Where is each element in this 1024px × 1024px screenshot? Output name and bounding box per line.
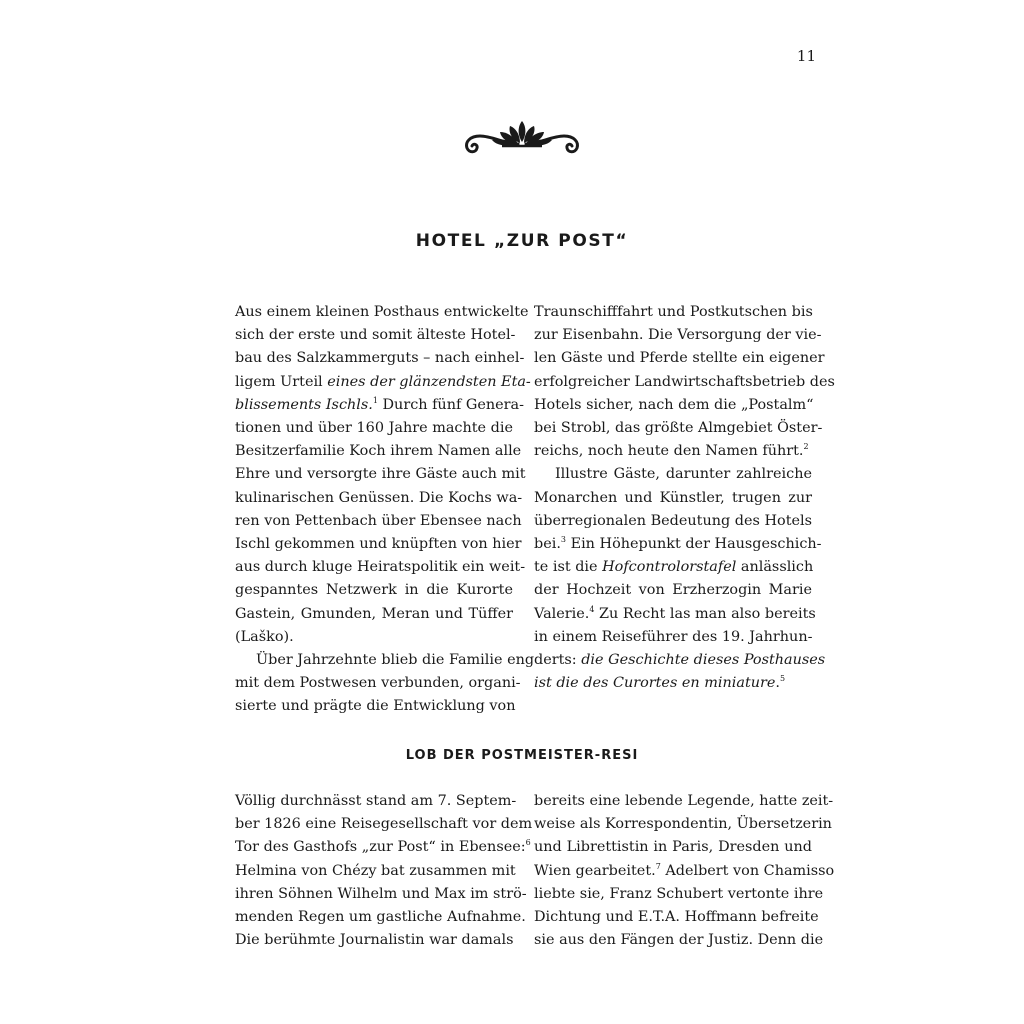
chapter-title: HOTEL „ZUR POST“ bbox=[415, 231, 629, 251]
text-segment: ligem Urteil bbox=[235, 373, 328, 390]
text-line bbox=[534, 533, 822, 556]
text-line: Traunschifffahrt und Postkutschen bis bbox=[534, 304, 813, 320]
text-line: bei Strobl, das größte Almgebiet Öster- bbox=[534, 420, 823, 437]
text-segment: te ist die bbox=[534, 559, 603, 576]
text-line: Besitzerfamilie Koch ihrem Namen alle bbox=[235, 443, 522, 460]
text-line: Helmina von Chézy bat zusammen mit bbox=[235, 862, 516, 879]
italic-quote: blissements Ischls. bbox=[235, 396, 373, 413]
text-line bbox=[534, 860, 835, 883]
section2-left-column bbox=[235, 790, 533, 952]
text-segment: Tor des Gasthofs „zur Post“ in Ebensee: bbox=[235, 839, 526, 856]
text-segment: reichs, noch heute den Namen führt. bbox=[534, 443, 804, 460]
text-line: sie aus den Fängen der Justiz. Denn die bbox=[534, 932, 824, 949]
text-line: Dichtung und E.T.A. Hoffmann befreite bbox=[534, 909, 819, 926]
text-segment: anlässlich bbox=[736, 559, 814, 576]
text-line bbox=[534, 649, 826, 672]
text-line: Die berühmte Journalistin war damals bbox=[235, 932, 514, 949]
text-segment: Valerie. bbox=[534, 605, 590, 622]
text-segment: Ein Höhepunkt der Hausgeschich- bbox=[566, 536, 822, 553]
footnote-marker: 7 bbox=[655, 861, 661, 871]
text-line: Illustre Gäste, darunter zahlreiche bbox=[555, 466, 812, 483]
text-line: kulinarischen Genüssen. Die Kochs wa- bbox=[235, 489, 523, 506]
text-line: liebte sie, Franz Schubert vertonte ihre bbox=[534, 885, 824, 902]
footnote-marker: 3 bbox=[560, 535, 566, 545]
italic-quote: ist die des Curortes en miniature bbox=[534, 675, 776, 692]
text-line: ihren Söhnen Wilhelm und Max im strö- bbox=[235, 885, 527, 902]
text-line: mit dem Postwesen verbunden, organi- bbox=[235, 675, 521, 692]
text-line: der Hochzeit von Erzherzogin Marie bbox=[534, 582, 812, 599]
text-line: aus durch kluge Heiratspolitik ein weit- bbox=[235, 559, 526, 576]
text-line bbox=[235, 836, 531, 859]
text-line: sierte und prägte die Entwicklung von bbox=[235, 698, 516, 715]
text-line bbox=[534, 603, 816, 626]
section2-right-column bbox=[534, 790, 835, 952]
text-line: tionen und über 160 Jahre machte die bbox=[235, 420, 513, 437]
footnote-marker: 5 bbox=[779, 674, 786, 684]
text-line: Völlig durchnässt stand am 7. Septem- bbox=[235, 793, 517, 809]
footnote-marker: 4 bbox=[589, 604, 595, 614]
text-line bbox=[534, 672, 812, 695]
text-line: zur Eisenbahn. Die Versorgung der vie- bbox=[534, 327, 822, 344]
footnote-marker: 6 bbox=[525, 838, 531, 848]
text-line: weise als Korrespondentin, Übersetzerin bbox=[534, 816, 832, 833]
italic-quote: die Geschichte dieses Posthauses bbox=[581, 652, 826, 669]
text-line: Monarchen und Künstler, trugen zur bbox=[534, 489, 812, 506]
text-segment: Wien gearbeitet. bbox=[534, 862, 656, 879]
text-line bbox=[534, 440, 812, 463]
text-line: Hotels sicher, nach dem die „Postalm“ bbox=[534, 396, 814, 413]
text-line: (Laško). bbox=[235, 628, 294, 645]
text-line: gespanntes Netzwerk in die Kurorte bbox=[235, 582, 513, 599]
text-line: Über Jahrzehnte blieb die Familie eng bbox=[256, 652, 535, 669]
section-subheading: LOB DER POSTMEISTER-RESI bbox=[405, 748, 639, 763]
page-number: 11 bbox=[796, 47, 816, 65]
decorative-flourish-icon bbox=[462, 118, 582, 158]
text-line: Aus einem kleinen Posthaus entwickelte bbox=[235, 304, 529, 320]
text-segment: . bbox=[775, 675, 780, 692]
text-line: ren von Pettenbach über Ebensee nach bbox=[235, 512, 522, 529]
section1-right-column bbox=[534, 301, 835, 695]
text-line: menden Regen um gastliche Aufnahme. bbox=[235, 909, 526, 926]
text-segment: Durch fünf Genera- bbox=[377, 396, 524, 413]
text-line: bereits eine lebende Legende, hatte zeit- bbox=[534, 793, 834, 809]
text-line: Gastein, Gmunden, Meran und Tüffer bbox=[235, 605, 513, 622]
section1-left-column bbox=[235, 301, 535, 719]
text-line: und Librettistin in Paris, Dresden und bbox=[534, 839, 812, 856]
text-line bbox=[534, 556, 812, 579]
text-segment: Zu Recht las man also bereits bbox=[594, 605, 816, 622]
text-line: Ischl gekommen und knüpften von hier bbox=[235, 536, 522, 553]
text-line: in einem Reiseführer des 19. Jahrhun- bbox=[534, 628, 813, 645]
text-line: erfolgreicher Landwirtschaftsbetrieb des bbox=[534, 373, 835, 390]
text-line: überregionalen Bedeutung des Hotels bbox=[534, 512, 812, 529]
text-line: sich der erste und somit älteste Hotel- bbox=[235, 327, 516, 344]
italic-quote: eines der glänzendsten Eta- bbox=[327, 373, 531, 390]
footnote-marker: 1 bbox=[372, 395, 378, 405]
text-line: Ehre und versorgte ihre Gäste auch mit bbox=[235, 466, 526, 483]
text-segment: derts: bbox=[534, 652, 582, 669]
text-line: bau des Salzkammerguts – nach einhel- bbox=[235, 350, 525, 367]
text-segment: Adelbert von Chamisso bbox=[660, 862, 835, 879]
text-line: ber 1826 eine Reisegesellschaft vor dem bbox=[235, 816, 533, 833]
text-line: len Gäste und Pferde stellte ein eigener bbox=[534, 350, 825, 367]
footnote-marker: 2 bbox=[803, 442, 809, 452]
text-line bbox=[235, 394, 524, 417]
italic-term: Hofcontrolorstafel bbox=[602, 559, 737, 576]
text-segment: bei. bbox=[534, 536, 561, 553]
text-line bbox=[235, 371, 531, 394]
